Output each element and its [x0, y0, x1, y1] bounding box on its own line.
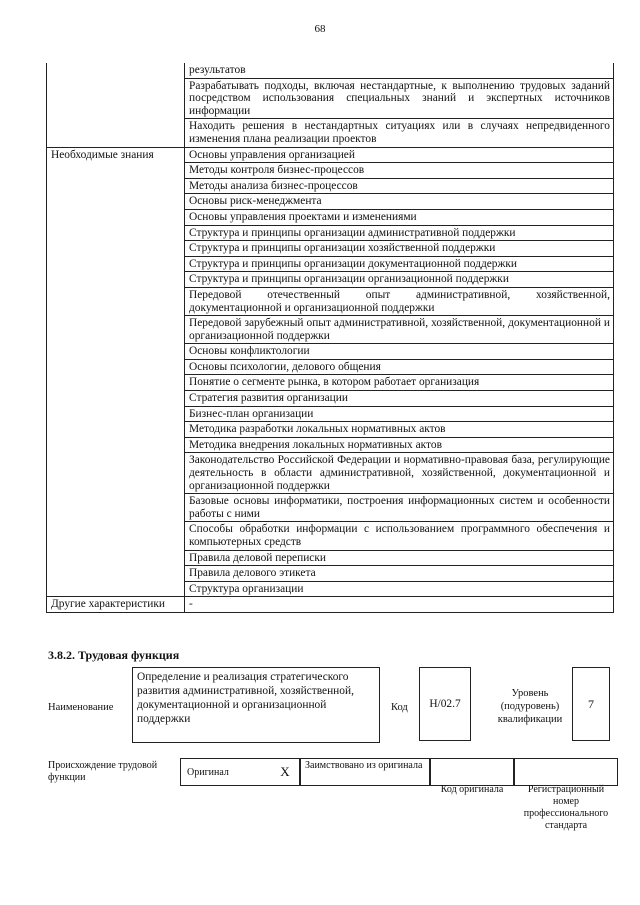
- knowledge-item: Базовые основы информатики, построения информационных систем и особенности работы с ними: [185, 494, 614, 522]
- requirements-table-body: [47, 63, 614, 612]
- knowledge-item: Бизнес-план организации: [185, 406, 614, 422]
- code-label: Код: [391, 701, 408, 713]
- knowledge-item: Правила деловой переписки: [185, 550, 614, 566]
- knowledge-item: Основы управления проектами и изменениями: [185, 209, 614, 225]
- page-number: 68: [314, 23, 326, 35]
- reg-number-cell: [514, 758, 618, 786]
- original-code-cell: [430, 758, 514, 786]
- other-row: [47, 597, 614, 613]
- original-mark: X: [280, 764, 290, 779]
- knowledge-item: Структура и принципы организации организационной поддержки: [185, 272, 614, 288]
- origin-label: Происхождение трудовой функции: [48, 760, 158, 783]
- qualification-level-box: 7: [572, 667, 610, 741]
- skill-item: результатов: [185, 63, 614, 78]
- borrowed-cell: Заимствовано из оригинала: [300, 758, 430, 786]
- knowledge-item: Методы анализа бизнес-процессов: [185, 178, 614, 194]
- knowledge-item: Понятие о сегменте рынка, в котором работает организация: [185, 375, 614, 391]
- skill-item: Находить решения в нестандартных ситуациях или в случаях непредвиденного изменения плана реализации проектов: [185, 119, 614, 147]
- name-label: Наименование: [48, 701, 114, 713]
- knowledge-item: Передовой отечественный опыт административной, хозяйственной, документационной и организационной поддержки: [185, 287, 614, 315]
- skill-item: Разрабатывать подходы, включая нестандартные, к выполнению трудовых заданий посредством использования специальных знаний и экспертных источников информации: [185, 78, 614, 119]
- section-heading: 3.8.2. Трудовая функция: [48, 648, 180, 662]
- knowledge-item: Структура и принципы организации документационной поддержки: [185, 256, 614, 272]
- knowledge-item: Методы контроля бизнес-процессов: [185, 163, 614, 179]
- knowledge-item: Правила делового этикета: [185, 566, 614, 582]
- other-label: Другие характеристики: [47, 597, 185, 613]
- labor-function-row: [48, 667, 618, 747]
- other-value: -: [185, 597, 614, 613]
- knowledge-item: Структура и принципы организации административной поддержки: [185, 225, 614, 241]
- requirements-table: [46, 63, 614, 613]
- function-name-box: Определение и реализация стратегического развития административной, хозяйственной, документационной и организационной поддержки: [132, 667, 380, 743]
- skill-row: [47, 63, 614, 78]
- knowledge-item: Структура и принципы организации хозяйственной поддержки: [185, 241, 614, 257]
- function-code-box: Н/02.7: [419, 667, 471, 741]
- knowledge-item: Основы риск-менеджмента: [185, 194, 614, 210]
- knowledge-row: [47, 147, 614, 163]
- knowledge-item: Основы управления организацией: [185, 147, 614, 163]
- knowledge-item: Структура организации: [185, 581, 614, 597]
- knowledge-item: Стратегия развития организации: [185, 391, 614, 407]
- knowledge-item: Методика разработки локальных нормативных актов: [185, 422, 614, 438]
- knowledge-item: Основы психологии, делового общения: [185, 359, 614, 375]
- knowledge-item: Методика внедрения локальных нормативных актов: [185, 437, 614, 453]
- origin-row: [48, 758, 618, 838]
- knowledge-item: Способы обработки информации с использованием программного обеспечения и компьютерных средств: [185, 522, 614, 550]
- qualification-level-label: Уровень (подуровень) квалификации: [497, 688, 563, 725]
- original-label: Оригинал: [187, 766, 229, 778]
- skills-label-cell: [47, 63, 185, 147]
- knowledge-label: Необходимые знания: [47, 147, 185, 597]
- knowledge-item: Законодательство Российской Федерации и нормативно-правовая база, регулирующие деятельность в области административной, хозяйственной, документационной и организационной поддержки: [185, 453, 614, 494]
- original-code-label: Код оригинала: [440, 784, 504, 795]
- knowledge-item: Передовой зарубежный опыт административной, хозяйственной, документационной и организационной поддержки: [185, 316, 614, 344]
- reg-number-label: Регистрационный номер профессионального стандарта: [523, 784, 609, 831]
- knowledge-item: Основы конфликтологии: [185, 344, 614, 360]
